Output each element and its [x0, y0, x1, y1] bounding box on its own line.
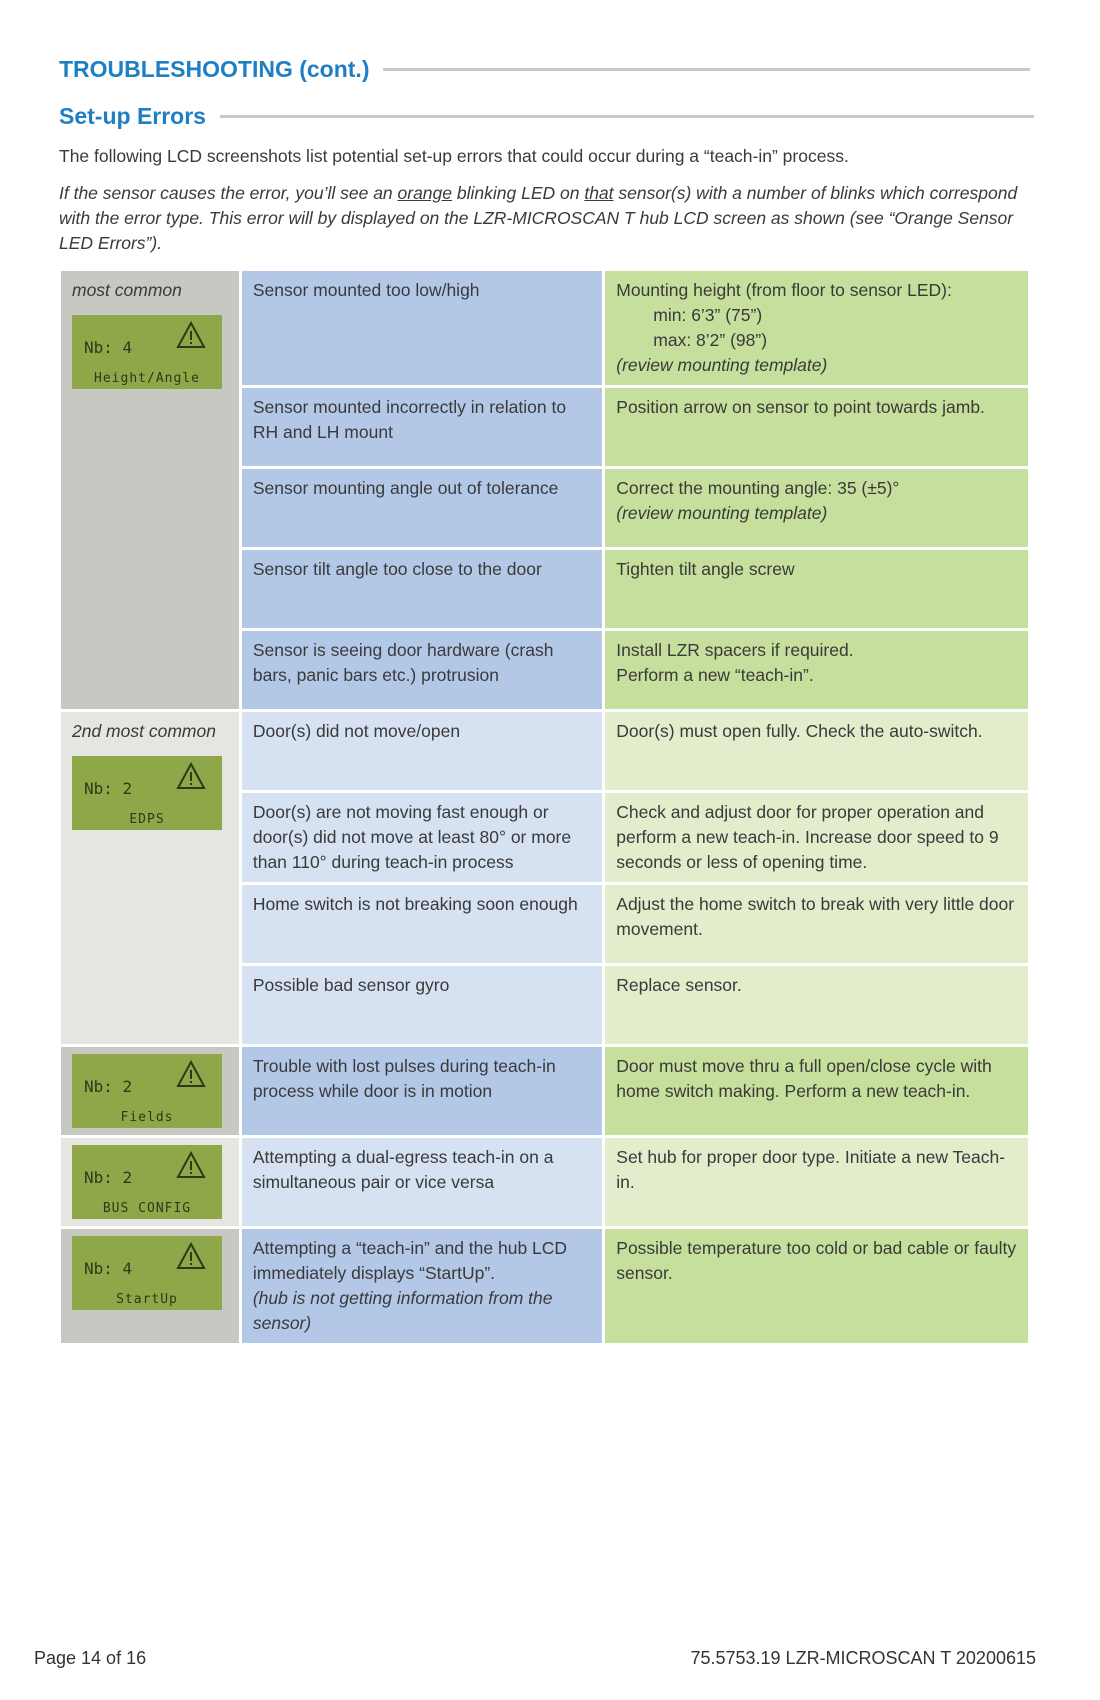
lcd-message: Height/Angle [94, 371, 200, 386]
problem-cell: Possible bad sensor gyro [242, 966, 602, 1044]
lcd-cell [61, 712, 239, 1044]
group-label: 2nd most common [72, 721, 216, 741]
solution-note: (review mounting template) [616, 355, 828, 375]
lcd-screen [72, 756, 222, 830]
lcd-message: StartUp [116, 1292, 178, 1307]
lcd-message: EDPS [129, 812, 165, 827]
solution-text: Correct the mounting angle: 35 (±5)° [616, 478, 900, 498]
table-row [61, 712, 1028, 790]
lcd-code: Nb: 4 [84, 338, 133, 357]
lcd-message: BUS CONFIG [102, 1201, 192, 1216]
warning-icon [176, 1060, 206, 1088]
solution-cell: Replace sensor. [605, 966, 1028, 1044]
lcd-cell [61, 1047, 239, 1135]
intro-note-that: that [584, 183, 614, 203]
problem-cell: Door(s) are not moving fast enough or door(s) did not move at least 80° or more than 110° during teach-in process [242, 793, 602, 882]
document-id: 75.5753.19 LZR-MICROSCAN T 20200615 [690, 1648, 1036, 1668]
solution-cell: Tighten tilt angle screw [605, 550, 1028, 628]
solution-cell: Door(s) must open fully. Check the auto-switch. [605, 712, 1028, 790]
solution-cell: Check and adjust door for proper operation and perform a new teach-in. Increase door speed to 9 seconds or less of opening time. [605, 793, 1028, 882]
solution-max: max: 8’2” (98”) [653, 330, 768, 350]
solution-text: Mounting height (from floor to sensor LED): [616, 280, 952, 300]
lcd-code: Nb: 2 [84, 779, 133, 798]
intro-note-orange: orange [397, 183, 453, 203]
solution-cell: Set hub for proper door type. Initiate a new Teach-in. [605, 1138, 1028, 1226]
problem-cell: Sensor mounted incorrectly in relation to RH and LH mount [242, 388, 602, 466]
solution-cell: Door must move thru a full open/close cycle with home switch making. Perform a new teach-in. [605, 1047, 1028, 1135]
solution-note: (review mounting template) [616, 503, 828, 523]
lcd-screen [72, 1145, 222, 1219]
warning-icon [176, 1151, 206, 1179]
lcd-code: Nb: 2 [84, 1077, 133, 1096]
solution-cell: Adjust the home switch to break with very little door movement. [605, 885, 1028, 963]
problem-text: Attempting a “teach-in” and the hub LCD immediately displays “StartUp”. [252, 1238, 568, 1283]
lcd-screen [72, 1236, 222, 1310]
lcd-cell [61, 1138, 239, 1226]
intro-paragraph: The following LCD screenshots list potential set-up errors that could occur during a “teach-in” process. [59, 146, 849, 166]
table-row [61, 1047, 1028, 1135]
heading-rule [383, 68, 1030, 71]
lcd-screen [72, 315, 222, 389]
warning-icon [176, 1242, 206, 1270]
warning-icon [176, 762, 206, 790]
solution-cell: Position arrow on sensor to point towards jamb. [605, 388, 1028, 466]
table-row [61, 271, 1028, 385]
group-label: most common [72, 280, 182, 300]
lcd-code: Nb: 4 [84, 1259, 133, 1278]
solution-cell: Possible temperature too cold or bad cable or faulty sensor. [605, 1229, 1028, 1343]
intro-note-text: blinking LED on [452, 183, 585, 203]
warning-icon [176, 321, 206, 349]
table-row [61, 1229, 1028, 1343]
section-heading [59, 56, 1030, 83]
solution-cell [605, 271, 1028, 385]
section-subtitle: Set-up Errors [59, 103, 206, 129]
problem-cell [242, 1229, 602, 1343]
solution-text: Perform a new “teach-in”. [616, 665, 814, 685]
intro-note-text: sensor(s) with a number of blinks which correspond with the error type. This error will by displayed on the LZR-MICROSCAN T hub LCD screen as shown (see “Orange Sensor LED Errors”). [59, 183, 1018, 253]
problem-cell: Attempting a dual-egress teach-in on a simultaneous pair or vice versa [242, 1138, 602, 1226]
lcd-cell [61, 1229, 239, 1343]
lcd-code: Nb: 2 [84, 1168, 133, 1187]
solution-text: Install LZR spacers if required. [616, 640, 854, 660]
problem-cell: Trouble with lost pulses during teach-in process while door is in motion [242, 1047, 602, 1135]
lcd-screen [72, 1054, 222, 1128]
problem-cell: Sensor mounted too low/high [242, 271, 602, 385]
heading-rule [220, 115, 1034, 118]
solution-cell [605, 631, 1028, 709]
intro-note [59, 181, 1039, 256]
setup-errors-table [58, 268, 1031, 1346]
subsection-heading [59, 103, 1034, 130]
lcd-message: Fields [120, 1110, 174, 1125]
problem-cell: Home switch is not breaking soon enough [242, 885, 602, 963]
table-row [61, 1138, 1028, 1226]
problem-cell: Door(s) did not move/open [242, 712, 602, 790]
problem-cell: Sensor is seeing door hardware (crash bars, panic bars etc.) protrusion [242, 631, 602, 709]
intro-note-text: If the sensor causes the error, you’ll see an [59, 183, 398, 203]
page-title: TROUBLESHOOTING (cont.) [59, 56, 370, 82]
solution-min: min: 6’3” (75”) [653, 305, 763, 325]
problem-cell: Sensor mounting angle out of tolerance [242, 469, 602, 547]
lcd-cell [61, 271, 239, 709]
page-number: Page 14 of 16 [34, 1648, 147, 1668]
problem-cell: Sensor tilt angle too close to the door [242, 550, 602, 628]
solution-cell [605, 469, 1028, 547]
problem-note: (hub is not getting information from the sensor) [252, 1288, 553, 1333]
